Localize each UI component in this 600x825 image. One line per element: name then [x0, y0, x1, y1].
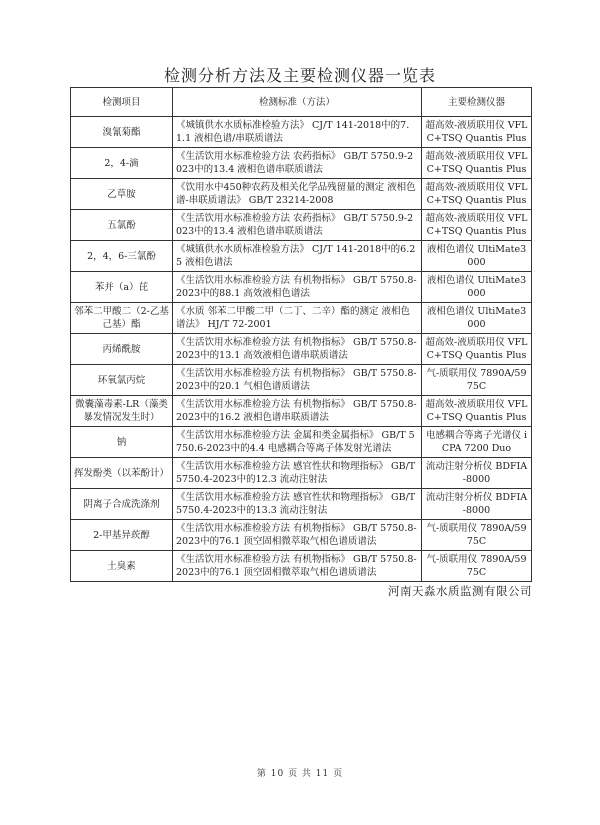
test-instrument: 液相色谱仪 UltiMate3000	[422, 303, 532, 334]
test-standard: 《生活饮用水标准检验方法 农药指标》 GB/T 5750.9-2023中的13.4 液相色谱串联质谱法	[173, 210, 422, 241]
header-item: 检测项目	[71, 88, 173, 117]
test-standard: 《生活饮用水标准检验方法 有机物指标》 GB/T 5750.8-2023中的88.1 高效液相色谱法	[173, 272, 422, 303]
test-item: 2，4，6-三氯酚	[71, 241, 173, 272]
test-instrument: 流动注射分析仪 BDFIA-8000	[422, 489, 532, 520]
test-item: 土臭素	[71, 551, 173, 582]
test-standard: 《城镇供水水质标准检验方法》 CJ/T 141-2018中的6.25 液相色谱法	[173, 241, 422, 272]
table-row	[71, 458, 532, 489]
test-standard: 《水质 邻苯二甲酸二甲（二丁、二辛）酯的测定 液相色谱法》 HJ/T 72-2001	[173, 303, 422, 334]
test-instrument: 气-质联用仪 7890A/5975C	[422, 520, 532, 551]
test-item: 邻苯二甲酸二（2-乙基己基）酯	[71, 303, 173, 334]
test-standard: 《生活饮用水标准检验方法 感官性状和物理指标》 GB/T 5750.4-2023中的12.3 流动注射法	[173, 458, 422, 489]
test-item: 阴离子合成洗涤剂	[71, 489, 173, 520]
test-standard: 《生活饮用水标准检验方法 有机物指标》 GB/T 5750.8-2023中的13.1 高效液相色谱串联质谱法	[173, 334, 422, 365]
table-row	[71, 179, 532, 210]
test-instrument: 气-质联用仪 7890A/5975C	[422, 551, 532, 582]
page-number: 第 10 页 共 11 页	[256, 769, 344, 779]
test-instrument: 超高效-液质联用仪 VFLC+TSQ Quantis Plus	[422, 117, 532, 148]
test-instrument: 超高效-液质联用仪 VFLC+TSQ Quantis Plus	[422, 179, 532, 210]
test-instrument: 超高效-液质联用仪 VFLC+TSQ Quantis Plus	[422, 148, 532, 179]
test-standard: 《生活饮用水标准检验方法 感官性状和物理指标》 GB/T 5750.4-2023中的13.3 流动注射法	[173, 489, 422, 520]
table-row	[71, 334, 532, 365]
test-item: 五氯酚	[71, 210, 173, 241]
table-row	[71, 427, 532, 458]
header-instrument: 主要检测仪器	[422, 88, 532, 117]
table-row	[71, 365, 532, 396]
test-instrument: 超高效-液质联用仪 VFLC+TSQ Quantis Plus	[422, 334, 532, 365]
table-row	[71, 520, 532, 551]
test-item: 苯并（a）芘	[71, 272, 173, 303]
table-row	[71, 303, 532, 334]
test-instrument: 液相色谱仪 UltiMate3000	[422, 272, 532, 303]
table-row	[71, 148, 532, 179]
page-title: 检测分析方法及主要检测仪器一览表	[163, 66, 436, 85]
test-instrument: 流动注射分析仪 BDFIA-8000	[422, 458, 532, 489]
table-row	[71, 117, 532, 148]
test-item: 微囊藻毒素-LR（藻类暴发情况发生时）	[71, 396, 173, 427]
test-standard: 《城镇供水水质标准检验方法》 CJ/T 141-2018中的7.1.1 液相色谱/串联质谱法	[173, 117, 422, 148]
test-instrument: 电感耦合等离子光谱仪 iCPA 7200 Duo	[422, 427, 532, 458]
test-instrument: 超高效-液质联用仪 VFLC+TSQ Quantis Plus	[422, 210, 532, 241]
test-standard: 《生活饮用水标准检验方法 有机物指标》 GB/T 5750.8-2023中的16.2 液相色谱串联质谱法	[173, 396, 422, 427]
test-instrument: 液相色谱仪 UltiMate3000	[422, 241, 532, 272]
test-standard: 《生活饮用水标准检验方法 有机物指标》 GB/T 5750.8-2023中的76.1 顶空固相微萃取气相色谱质谱法	[173, 520, 422, 551]
company-name: 河南天淼水质监测有限公司	[388, 584, 532, 598]
table-row	[71, 241, 532, 272]
test-standard: 《生活饮用水标准检验方法 金属和类金属指标》 GB/T 5750.6-2023中的4.4 电感耦合等离子体发射光谱法	[173, 427, 422, 458]
table-row	[71, 396, 532, 427]
table-header-row	[71, 88, 532, 117]
test-item: 2，4-滴	[71, 148, 173, 179]
table-row	[71, 210, 532, 241]
table-row	[71, 489, 532, 520]
test-standard: 《生活饮用水标准检验方法 有机物指标》 GB/T 5750.8-2023中的76.1 顶空固相微萃取气相色谱质谱法	[173, 551, 422, 582]
test-item: 溴氰菊酯	[71, 117, 173, 148]
test-instrument: 气-质联用仪 7890A/5975C	[422, 365, 532, 396]
test-item: 2-甲基异莰醇	[71, 520, 173, 551]
table-row	[71, 551, 532, 582]
test-item: 丙烯酰胺	[71, 334, 173, 365]
test-instrument: 超高效-液质联用仪 VFLC+TSQ Quantis Plus	[422, 396, 532, 427]
test-item: 乙草胺	[71, 179, 173, 210]
table-row	[71, 272, 532, 303]
header-standard: 检测标准（方法）	[173, 88, 422, 117]
test-item: 钠	[71, 427, 173, 458]
test-standard: 《饮用水中450种农药及相关化学品残留量的测定 液相色谱-串联质谱法》 GB/T 23214-2008	[173, 179, 422, 210]
methods-table	[70, 87, 532, 582]
test-standard: 《生活饮用水标准检验方法 农药指标》 GB/T 5750.9-2023中的13.4 液相色谱串联质谱法	[173, 148, 422, 179]
test-standard: 《生活饮用水标准检验方法 有机物指标》 GB/T 5750.8-2023中的20.1 气相色谱质谱法	[173, 365, 422, 396]
test-item: 挥发酚类（以苯酚计）	[71, 458, 173, 489]
test-item: 环氧氯丙烷	[71, 365, 173, 396]
